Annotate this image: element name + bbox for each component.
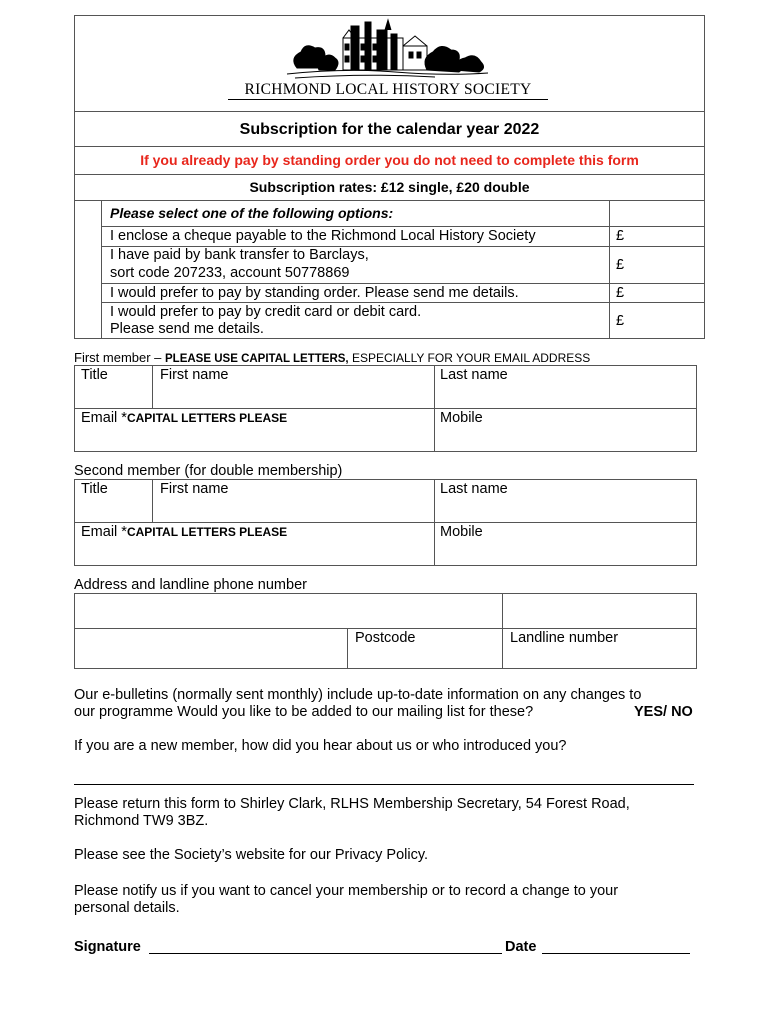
option-checkbox-card[interactable] xyxy=(75,303,101,339)
return-info-line-2: Richmond TW9 3BZ. xyxy=(74,813,209,829)
second-member-label: Second member (for double membership) xyxy=(74,463,343,479)
option-standing-order-amount[interactable]: £ xyxy=(616,285,625,301)
postcode-input[interactable] xyxy=(348,648,502,668)
first-member-email-input[interactable] xyxy=(75,428,434,451)
society-underline xyxy=(228,99,548,100)
privacy-note: Please see the Society’s website for our Privacy Policy. xyxy=(74,847,429,863)
date-label: Date xyxy=(505,939,537,955)
notify-line-1: Please notify us if you want to cancel your membership or to record a change to your xyxy=(74,883,619,899)
new-member-answer-line[interactable] xyxy=(74,784,694,785)
option-checkbox-cheque[interactable] xyxy=(75,227,101,246)
castle-logo-icon xyxy=(285,18,490,80)
rates-divider xyxy=(74,200,705,201)
bulletin-yes-no-choice[interactable]: YES/ NO xyxy=(634,704,693,720)
option-bank-transfer-label: I have paid by bank transfer to Barclays, xyxy=(110,247,369,263)
notice-divider xyxy=(74,174,705,175)
address-line-2-input[interactable] xyxy=(75,629,347,668)
second-member-title-input[interactable] xyxy=(75,498,152,521)
second-member-mobile-input[interactable] xyxy=(435,542,696,565)
second-member-first-name-input[interactable] xyxy=(153,498,434,521)
first-member-first-name-label: First name xyxy=(160,367,229,383)
first-member-label-prefix: First member – xyxy=(74,350,166,365)
second-member-first-name-label: First name xyxy=(160,481,229,497)
bulletin-line-2: our programme Would you like to be added to our mailing list for these? xyxy=(74,704,534,720)
option-cheque-label: I enclose a cheque payable to the Richmond Local History Society xyxy=(110,228,536,244)
postcode-label: Postcode xyxy=(355,630,416,646)
second-member-row-divider xyxy=(74,522,697,523)
title-divider xyxy=(74,146,705,147)
option-bank-transfer-amount[interactable]: £ xyxy=(616,257,625,273)
second-member-mobile-label: Mobile xyxy=(440,524,483,540)
option-amount-column-line xyxy=(609,200,610,339)
first-member-label-suffix: ESPECIALLY FOR YOUR EMAIL ADDRESS xyxy=(348,351,591,365)
option-divider-2 xyxy=(101,283,705,284)
option-cheque-amount[interactable]: £ xyxy=(616,228,625,244)
option-card-amount[interactable]: £ xyxy=(616,313,625,329)
second-member-last-name-input[interactable] xyxy=(435,498,696,521)
first-member-first-name-input[interactable] xyxy=(153,384,434,407)
option-card-detail: Please send me details. xyxy=(110,321,264,337)
option-checkbox-column-line xyxy=(101,200,102,339)
address-line-1-input[interactable] xyxy=(75,594,502,628)
address-label: Address and landline phone number xyxy=(74,577,307,593)
second-member-last-name-label: Last name xyxy=(440,481,508,497)
first-member-title-label: Title xyxy=(81,367,108,383)
first-member-email-text: Email * xyxy=(81,410,127,426)
option-checkbox-standing-order[interactable] xyxy=(75,284,101,302)
option-standing-order-label: I would prefer to pay by standing order. Please send me details. xyxy=(110,285,519,301)
new-member-question: If you are a new member, how did you hear about us or who introduced you? xyxy=(74,738,567,754)
first-member-mobile-label: Mobile xyxy=(440,410,483,426)
return-info-line-1: Please return this form to Shirley Clark, RLHS Membership Secretary, 54 Forest Road, xyxy=(74,796,630,812)
society-name: RICHMOND LOCAL HISTORY SOCIETY xyxy=(244,81,532,98)
date-line[interactable] xyxy=(542,953,690,954)
landline-label: Landline number xyxy=(510,630,619,646)
first-member-caps-note: PLEASE USE CAPITAL LETTERS, xyxy=(165,353,349,365)
second-member-email-label xyxy=(81,524,287,541)
option-card-label: I would prefer to pay by credit card or debit card. xyxy=(110,304,422,320)
first-member-row-divider xyxy=(74,408,697,409)
option-divider-3 xyxy=(101,302,705,303)
first-member-email-note: CAPITAL LETTERS PLEASE xyxy=(126,411,288,425)
first-member-title-input[interactable] xyxy=(75,384,152,407)
first-member-mobile-input[interactable] xyxy=(435,428,696,451)
options-heading: Please select one of the following options: xyxy=(110,205,394,221)
bulletin-line-1: Our e-bulletins (normally sent monthly) include up-to-date information on any changes to xyxy=(74,687,642,703)
first-member-last-name-input[interactable] xyxy=(435,384,696,407)
option-checkbox-bank-transfer[interactable] xyxy=(75,247,101,283)
logo-divider xyxy=(74,111,705,112)
landline-input[interactable] xyxy=(503,594,696,668)
second-member-email-note: CAPITAL LETTERS PLEASE xyxy=(126,525,288,539)
signature-label: Signature xyxy=(74,939,141,955)
option-bank-transfer-detail: sort code 207233, account 50778869 xyxy=(110,265,350,281)
notify-line-2: personal details. xyxy=(74,900,180,916)
first-member-email-label xyxy=(81,410,287,427)
page-title: Subscription for the calendar year 2022 xyxy=(239,121,540,138)
second-member-email-input[interactable] xyxy=(75,542,434,565)
signature-line[interactable] xyxy=(149,953,502,954)
first-member-last-name-label: Last name xyxy=(440,367,508,383)
second-member-email-text: Email * xyxy=(81,524,127,540)
second-member-title-label: Title xyxy=(81,481,108,497)
subscription-rates: Subscription rates: £12 single, £20 double xyxy=(249,179,530,195)
options-heading-divider xyxy=(101,226,705,227)
standing-order-notice: If you already pay by standing order you do not need to complete this form xyxy=(140,152,639,168)
